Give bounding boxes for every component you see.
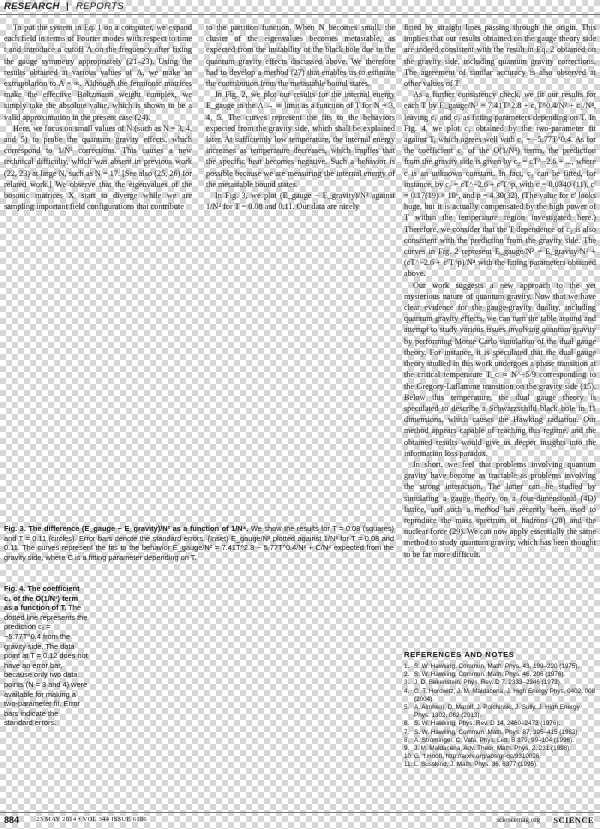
reference-number: 8. (404, 736, 410, 744)
running-header (0, 0, 600, 15)
reference-item (404, 704, 596, 720)
reference-item (404, 688, 596, 704)
reference-text: J. D. Bekenstein, Phys. Rev. D 7, 2333–2346 (1973). (414, 679, 562, 687)
reference-item (404, 753, 596, 761)
reference-item (404, 663, 596, 671)
reference-item (404, 745, 596, 753)
paragraph: fitted by straight lines passing through the origin. This implies that our results obtained on the gauge theory side are indeed consistent with the result in Eq. 2 obtained on the gravity side, including quantum gravity corrections. The agreement of similar accuracy is also observed at other values of T. (404, 23, 596, 89)
paragraph: To put the system in Eq. 1 on a computer, we expand each field in terms of Fourier modes with respect to time t and introduce a cutoff Λ on the frequency after fixing the gauge symmetry appropriately (21–23). Using the results obtained at various values of Λ, we make an extrapolation to Λ = ∞. Although the fermionic matrices make the effective Boltzmann weight complex, we simply take the absolute value, which is shown to be a valid approximation in the present case (24). (4, 23, 192, 122)
reference-text: S. W. Hawking, Commun. Math. Phys. 87, 395–415 (1982). (414, 728, 580, 736)
references-heading: REFERENCES AND NOTES (404, 650, 515, 659)
reference-number: 1. (404, 663, 410, 670)
reference-number: 9. (404, 745, 410, 753)
reference-text: A. Strominger, C. Vafa, Phys. Lett. B 379, 99–104 (1996). (414, 736, 574, 744)
reference-number: 6. (404, 720, 410, 728)
paragraph: Here, we focus on small values of N (such as N = 3, 4, and 5) to probe the quantum gravity effects, which correspond to 1/N² corrections. This causes a new technical difficulty, which was absent in previous work (22, 23) at large N, such as N = 17. [See also (25, 26) for related work.] We observe that the eigenvalues of the bosonic matrices Xᵢ start to diverge while we are sampling important field configurations that contribute (4, 123, 192, 212)
reference-text: S. W. Hawking, Phys. Rev. D 14, 2460–2473 (1976). (414, 720, 561, 728)
paragraph: In Fig. 3, we plot (E_gauge − E_gravity)/N² against 1/N⁴ for T = 0.08 and 0.11. Our data are nicely (206, 191, 395, 212)
reference-number: 3. (404, 679, 410, 687)
reference-number: 2. (404, 671, 410, 679)
figure-3-caption (4, 524, 394, 562)
reference-item (404, 761, 596, 769)
page-footer (0, 812, 600, 829)
text-column-3 (404, 22, 596, 658)
header-subsection: REPORTS (76, 1, 124, 12)
reference-text: S. W. Hawking, Commun. Math. Phys. 46, 206 (1976). (414, 671, 566, 679)
figure-3-label: Fig. 3. (4, 524, 26, 533)
figure-4-title: The coefficient c₁ of the O(1/N²) term as a function of T. (4, 584, 80, 613)
paragraph: In Fig. 2, we plot our results for the internal energy E_gauge in the Λ → ∞ limit as a function of T for N = 3, 4, 5. The curves represent the fits to the behaviors expected from the gravity side, which shall be explained later. At sufficiently low temperature, the internal energy increases as temperature decreases, which implies that the specific heat becomes negative. Such a behavior is possible because we are measuring the internal energy of the metastable bound states. (206, 90, 395, 189)
reference-text: L. Susskind, J. Math. Phys. 36, 6377 (1995). (414, 761, 538, 769)
reference-number: 10. (404, 753, 413, 761)
reference-text: A. Almheiri, D. Marolf, J. Polchinski, J. Sully, J. High Energy Phys. 1302, 062 (2013). (414, 704, 580, 720)
figure-3-title: The difference (E_gauge − E_gravity)/N² as a function of 1/N⁴. (28, 524, 249, 533)
references-list (404, 663, 596, 770)
issue-info: 23 MAY 2014 • VOL 344 ISSUE 6186 (36, 816, 147, 823)
reference-number: 7. (404, 728, 410, 736)
figure-3-body: We show the results for T = 0.08 (squares) and T = 0.11 (circles). Error bars denote the standard errors. (Inset) E_gauge/N² plotted against 1/N² for T = 0.08 and 0.11. The curves represent the fits to the behavior E_gauge/N² = 7.41T^2.8 − 5.77T^0.4/N² + C/N⁴ expected from the gravity side, where C is a fitting parameter depending on T. (4, 524, 395, 562)
paragraph: As a further consistency check, we fit our results for each T by E_gauge/N² = 7.41T^2.8 + c₁T^0.4/N² + c₂/N⁴, leaving c₁ and c₂ as fitting parameters depending on T. In Fig. 4, we plot c₁ obtained by the two-parameter fit against T, which agrees well with c₁ = −5.77T^0.4. As for the coefficient c₂ of the O(1/N⁴) terms, the prediction from the gravity side is given by c₂ = cT^−2.6 + ..., where c is an unknown constant. In fact, c₂ can be fitted, for instance, by c₂ = cT^−2.6 + c′T^p, with c = 0.0340 (11), c′ = 0.17(19) × 10⁶, and p = 4.30(32). (The value for c′ looks huge, but it is actually compensated by the high power of T within the temperature region investigated here.) Therefore, we consider that the T dependence of c₂ is also consistent with the prediction from the gravity side. The curves in Fig. 2 represent E_gauge/N² = E_gravity/N² + (cT^−2.6 + c′T^p)/N⁴ with the fitting parameters obtained above. (404, 90, 596, 279)
paragraph: to the partition function. When N becomes small, the cluster of the eigenvalues becomes metastable, as expected from the instability of the black hole due to the quantum gravity effects discussed above. We therefore had to develop a method (27) that enables us to estimate the contribution from the metastable bound states. (206, 23, 395, 89)
header-separator: | (66, 1, 69, 12)
header-section: RESEARCH (4, 1, 60, 12)
reference-number: 11. (404, 761, 413, 769)
reference-item (404, 729, 596, 737)
reference-text: S. W. Hawking, Commun. Math. Phys. 43, 199–220 (1975). (414, 663, 580, 670)
reference-item (404, 737, 596, 745)
paragraph: In short, we feel that problems involving quantum gravity have become as tractable as problems involving the strong interaction. The latter can be studied by simulating a gauge theory on a four-dimensional (4D) lattice, and such a method has recently been used to reproduce the mass spectrum of hadrons (28) and the nuclear force (29). We can now apply essentially the same method to study quantum gravity, which has been thought to be far more difficult. (404, 459, 596, 559)
page-number: 884 (4, 815, 20, 825)
reference-item (404, 679, 596, 687)
text-column-2 (206, 22, 395, 212)
reference-item (404, 671, 596, 679)
reference-text: G. 't Hooft, http://arxiv.org/abs/gr-qc/9310026. (414, 753, 542, 761)
journal-site: sciencemag.org (496, 816, 540, 824)
paragraph: Our work suggests a new approach to the yet mysterious nature of quantum gravity. Now that we have clear evidence for the gauge-gravity duality, including quantum gravity effects, we can turn the table around and attempt to study various issues involving quantum gravity by performing Monte Carlo simulation of the dual gauge theory. For instance, it is speculated that the dual gauge theory studied in this work undergoes a phase transition at the critical temperature T_c ∝ N^−5/9 corresponding to the Gregory-Laflamme transition on the gravity side (15). Below this temperature, the dual gauge theory is speculated to describe a Schwarzschild black hole in 11 dimensions, which causes the Hawking radiation. Our method appears capable of reaching this regime, and the obtained results would give us deeper insights into the information loss paradox. (404, 280, 596, 458)
figure-4-caption (4, 584, 88, 728)
reference-item (404, 720, 596, 728)
figure-4-label: Fig. 4. (4, 584, 26, 593)
journal-brand: SCIENCE (553, 815, 594, 825)
references-section (404, 650, 596, 770)
figure-4-body: The dotted line represents the prediction c₁ = −5.77T^0.4 from the gravity side. The data point at T = 0.12 does not have an error bar, because only two data points (N = 3 and 4) were available for making a two-parameter fit. Error bars indicate the standard errors. (4, 603, 88, 728)
reference-number: 4. (404, 687, 410, 695)
reference-text: J. M. Maldacena, Adv. Theor. Math. Phys. 2, 231 (1998). (414, 745, 571, 753)
reference-number: 5. (404, 704, 410, 712)
reference-text: G. T. Horowitz, J. M. Maldacena, J. High Energy Phys. 0402, 008 (2004). (414, 687, 596, 703)
text-column-1 (4, 22, 192, 212)
